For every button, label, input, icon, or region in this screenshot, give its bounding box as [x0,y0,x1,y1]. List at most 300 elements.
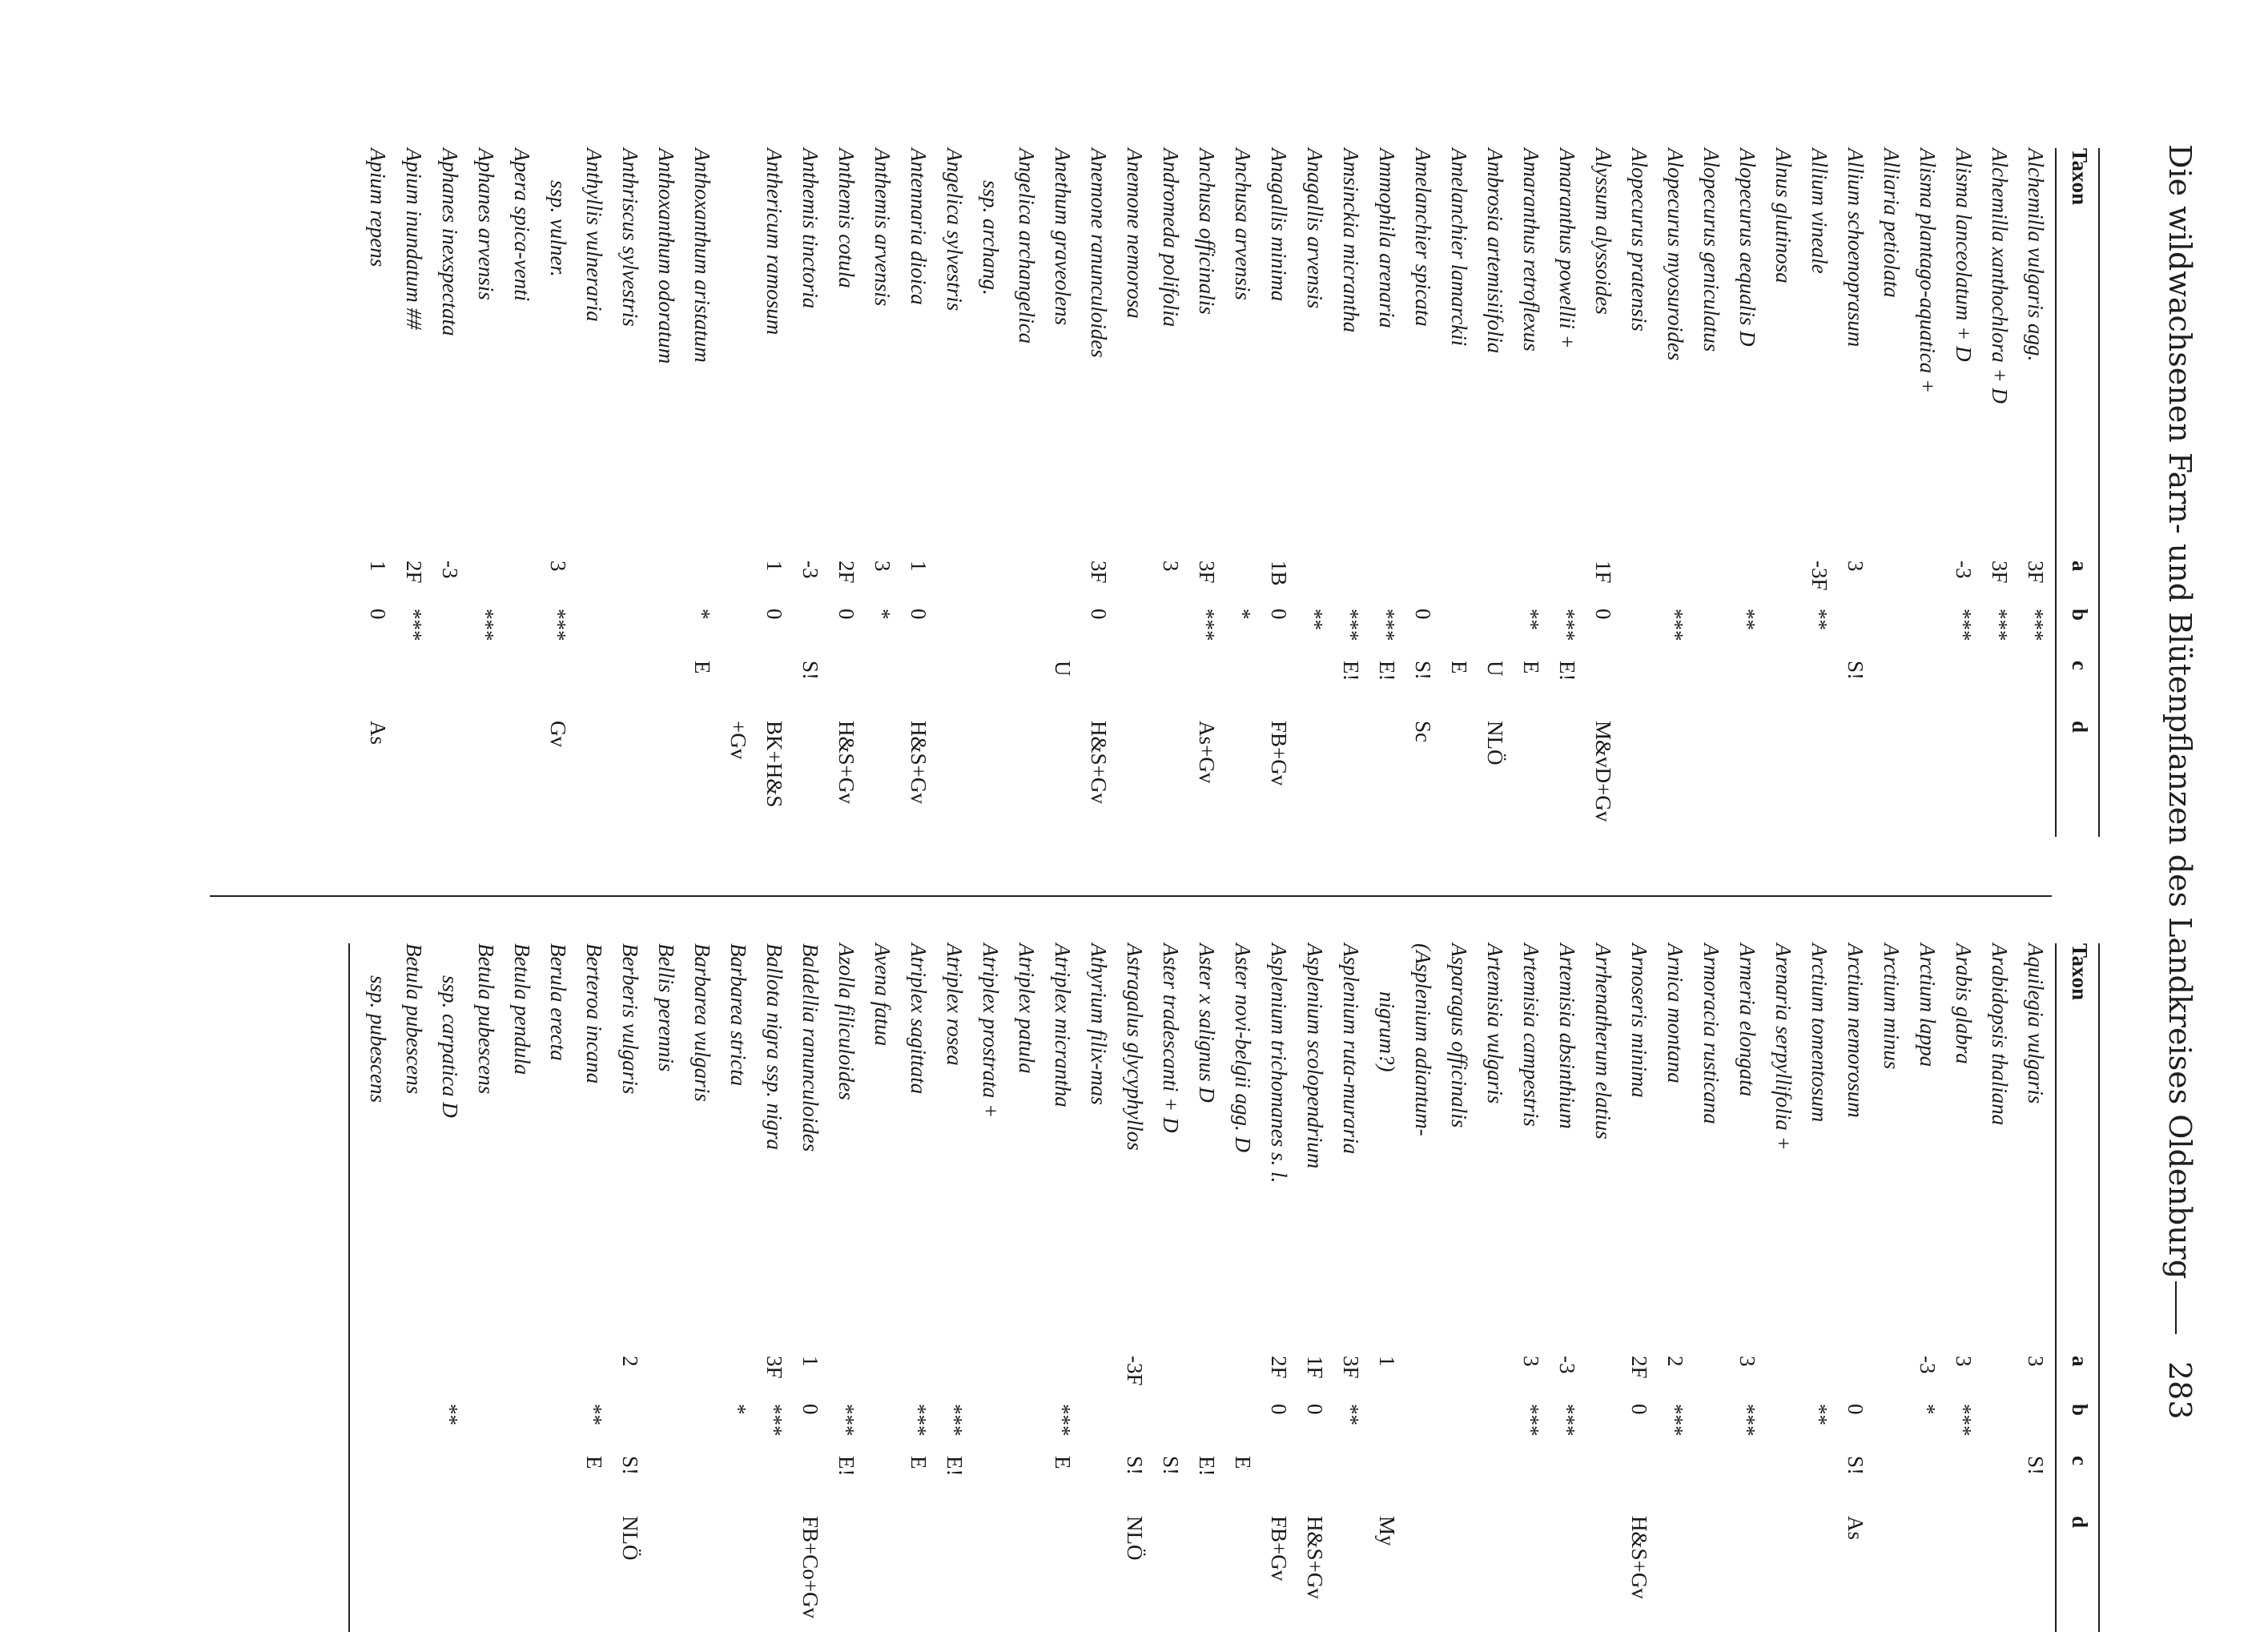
table-row [1762,148,1798,837]
table-row [1618,943,1654,1632]
table-row [933,943,969,1632]
table-row [681,943,717,1632]
b-cell: *** [943,1404,967,1437]
table-row [1546,943,1582,1632]
c-cell: U [1051,661,1075,677]
table-row [897,943,933,1632]
table-row [1113,148,1149,837]
table-row [392,148,428,837]
a-cell: 3 [1844,561,1868,572]
taxon-cell: Asplenium trichomanes s. l. [1267,943,1291,1184]
table-row [789,148,825,837]
taxon-cell: Apera spica-venti [510,148,534,302]
header-b: b [2068,1404,2092,1417]
b-cell: 0 [1267,1404,1291,1415]
table-row [1906,943,1942,1632]
table-row [2014,148,2050,837]
table-row [464,943,501,1632]
a-cell: 2F [1627,1356,1651,1379]
taxon-cell: Aster x salignus D [1195,943,1219,1103]
b-cell: *** [762,1404,786,1437]
taxon-cell: Bellis perennis [654,943,678,1072]
b-cell: 0 [834,609,859,620]
b-cell: *** [1663,609,1687,641]
taxon-cell: Allium schoenoprasum [1844,148,1868,348]
b-cell: *** [1051,1404,1075,1437]
table-row [1329,943,1365,1632]
b-cell: *** [2024,609,2048,641]
table-row [1870,943,1906,1632]
b-cell: * [871,609,895,620]
taxon-cell: Armoracia rusticana [1699,943,1723,1124]
taxon-cell: Anchusa arvensis [1231,148,1255,300]
taxon-cell: Alyssum alyssoides [1591,148,1615,315]
table-row [1726,148,1762,837]
c-cell: E [907,1456,931,1469]
table-row [1546,148,1582,837]
table-row [1005,148,1041,837]
a-cell: 3F [1195,561,1219,584]
table-row [1041,943,1077,1632]
taxon-cell: Aphanes arvensis [474,148,498,300]
d-cell: FB+Gv [1267,721,1291,786]
c-cell: S! [1844,661,1868,681]
taxon-cell: Astragalus glycyphyllos [1123,943,1147,1151]
b-cell: *** [1555,1404,1579,1437]
d-cell: Sc [1411,721,1435,742]
c-cell: S! [1159,1456,1183,1476]
table-row [1401,148,1438,837]
b-cell: *** [1952,1404,1976,1437]
b-cell: *** [1988,609,2012,641]
table-row [753,943,789,1632]
b-cell: *** [1375,609,1399,641]
taxon-cell: Alopecurus pratensis [1627,148,1651,332]
table-row [501,148,537,837]
taxon-cell: Amaranthus retroflexus [1519,148,1543,352]
a-cell: -3 [438,561,462,579]
header-taxon: Taxon [2068,148,2092,206]
header-a: a [2068,1356,2092,1367]
table-row [1834,943,1870,1632]
table-row [356,148,392,837]
table-row [609,148,645,837]
a-cell: 2 [618,1356,642,1367]
c-cell: S! [1123,1456,1147,1476]
table-row [1834,148,1870,837]
taxon-cell: ssp. vulner. [546,180,570,277]
table-row [1077,943,1113,1632]
taxon-cell: Alchemilla xanthochlora + D [1988,148,2012,404]
taxon-cell: Arabidopsis thaliana [1988,943,2012,1126]
c-cell: S! [798,661,822,681]
taxon-cell: Asplenium scolopendrium [1303,943,1327,1169]
c-cell: S! [618,1456,642,1476]
table-row [1113,943,1149,1632]
a-cell: -3 [1916,1356,1940,1374]
table-row [1942,943,1978,1632]
a-cell: 2F [402,561,426,584]
taxon-cell: Amelanchier spicata [1411,148,1435,327]
table-row [1438,943,1474,1632]
table-row [933,148,969,837]
a-cell: 3 [1735,1356,1759,1367]
b-cell: * [1916,1404,1940,1415]
c-cell: E [1231,1456,1255,1469]
d-cell: NLÖ [1483,721,1507,766]
taxon-cell: Atriplex prostrata + [979,943,1003,1119]
table-row [1690,943,1726,1632]
table-row [681,148,717,837]
b-cell: ** [1808,609,1832,630]
table-row [356,943,392,1632]
taxon-cell: Armeria elongata [1735,943,1759,1097]
taxon-cell: Asparagus officinalis [1447,943,1471,1128]
b-cell: 0 [1591,609,1615,620]
taxon-cell: nigrum?) [1375,991,1399,1072]
taxon-cell: Apium inundatum ## [402,148,426,330]
table-row [1978,943,2014,1632]
b-cell: ** [582,1404,606,1425]
d-cell: H&S+Gv [1303,1516,1327,1599]
taxon-cell: Athyrium filix-mas [1087,943,1111,1105]
taxon-cell: Anchusa officinalis [1195,148,1219,315]
table-header [2055,943,2100,1632]
header-taxon: Taxon [2068,943,2092,1001]
taxon-cell: Alopecurus myosuroides [1663,148,1687,361]
taxon-cell: Angelica archangelica [1015,148,1039,344]
a-cell: 3 [546,561,570,572]
b-cell: 0 [1627,1404,1651,1415]
c-cell: E! [1555,661,1579,681]
b-cell: 0 [1267,609,1291,620]
a-cell: 3 [871,561,895,572]
taxon-cell: Atriplex sagittata [907,943,931,1095]
taxon-cell: Anthoxanthum odoratum [654,148,678,364]
header-a: a [2068,561,2092,572]
table-body [356,943,2050,1632]
taxon-cell: Antennaria dioica [907,148,931,305]
taxon-cell: Alnus glutinosa [1771,148,1796,283]
c-cell: S! [2024,1456,2048,1476]
c-cell: S! [1844,1456,1868,1476]
d-cell: +Gv [726,721,750,760]
taxon-cell: Anthoxanthum aristatum [690,148,714,363]
table-row [1726,943,1762,1632]
taxon-cell: Ambrosia artemisiifolia [1483,148,1507,354]
header-d: d [2068,1516,2092,1529]
table-row [717,943,753,1632]
page-number: 283 [2162,1361,2198,1420]
a-cell: 1F [1591,561,1615,584]
taxon-cell: Avena fatua [871,943,895,1047]
d-cell: FB+Co+Gv [798,1516,822,1618]
table-row [537,148,573,837]
taxon-cell: Atriplex micrantha [1051,943,1075,1107]
table-row [969,148,1005,837]
b-cell: *** [1555,609,1579,641]
a-cell: 2F [834,561,859,584]
taxon-cell: Berula erecta [546,943,570,1061]
table-row [1618,148,1654,837]
taxon-cell: Arctium minus [1880,943,1904,1070]
a-cell: 3 [1159,561,1183,572]
taxon-cell: Arctium tomentosum [1808,943,1832,1123]
c-cell: E [1447,661,1471,674]
taxon-cell: Amelanchier lamarckii [1447,148,1471,347]
table-row [1870,148,1906,837]
a-cell: 3 [2024,1356,2048,1367]
table-row [1762,943,1798,1632]
header-c: c [2068,1456,2092,1465]
running-title: Die wildwachsenen Farn- und Blütenpflanzen des Landkreises Oldenburg [2162,144,2198,1280]
b-cell: ** [1808,1404,1832,1425]
b-cell: *** [1952,609,1976,641]
taxon-cell: Berberis vulgaris [618,943,642,1095]
table-row [861,943,897,1632]
taxon-cell: ssp. carpatica D [438,975,462,1118]
d-cell: M&vD+Gv [1591,721,1615,822]
left-species-table [356,148,2100,837]
c-cell: E! [943,1456,967,1477]
taxon-cell: Anemone nemorosa [1123,148,1147,319]
a-cell: 3 [1952,1356,1976,1367]
table-row [1257,943,1293,1632]
b-cell: *** [1735,1404,1759,1437]
taxon-cell: Betula pendula [510,943,534,1075]
table-row [1365,148,1401,837]
table-row [825,148,861,837]
header-c: c [2068,661,2092,670]
a-cell: 2 [1663,1356,1687,1367]
d-cell: BK+H&S [762,721,786,808]
table-row [645,943,681,1632]
taxon-cell: Alisma plantago-aquatica + [1916,148,1940,394]
taxon-cell: Alchemilla vulgaris agg. [2024,148,2048,362]
b-cell: 0 [1303,1404,1327,1415]
d-cell: My [1375,1516,1399,1546]
a-cell: 1 [366,561,390,572]
taxon-cell: Anthemis cotula [834,148,859,288]
taxon-cell: Azolla filiculoides [834,943,859,1100]
a-cell: 1B [1267,561,1291,586]
taxon-cell: Artemisia absinthium [1555,943,1579,1129]
table-row [1185,148,1221,837]
b-cell: *** [402,609,426,641]
b-cell: * [690,609,714,620]
a-cell: 1 [907,561,931,572]
table-row [1798,148,1834,837]
taxon-cell: Amsinckia micrantha [1339,148,1363,333]
header-d: d [2068,721,2092,734]
table-row [609,943,645,1632]
taxon-cell: Anthericum ramosum [762,148,786,336]
table-row [1474,943,1510,1632]
table-row [1041,148,1077,837]
c-cell: E! [1195,1456,1219,1477]
b-cell: *** [546,609,570,641]
a-cell: -3F [1123,1356,1147,1386]
table-row [1690,148,1726,837]
taxon-cell: Ballota nigra ssp. nigra [762,943,786,1151]
taxon-cell: Barbarea stricta [726,943,750,1087]
taxon-cell: ssp. pubescens [366,975,390,1103]
taxon-cell: Allium vineale [1808,148,1832,274]
header-b: b [2068,609,2092,621]
table-row [861,148,897,837]
a-cell: 3F [1339,1356,1363,1379]
table-row [1149,148,1185,837]
table-row [428,943,464,1632]
b-cell: *** [834,1404,859,1437]
title-dash [2175,1281,2177,1334]
taxon-cell: Alopecurus geniculatus [1699,148,1723,352]
taxon-cell: Artemisia campestris [1519,943,1543,1127]
d-cell: H&S+Gv [907,721,931,804]
c-cell: E [1051,1456,1075,1469]
table-row [825,943,861,1632]
a-cell: 3F [2024,561,2048,584]
taxon-cell: Anthriscus sylvestris [618,148,642,327]
taxon-cell: Berteroa incana [582,943,606,1084]
table-row [1510,148,1546,837]
table-row [1654,943,1690,1632]
b-cell: ** [1303,609,1327,630]
table-row [1185,943,1221,1632]
table-row [501,943,537,1632]
taxon-cell: Asplenium ruta-muraria [1339,943,1363,1155]
b-cell: *** [907,1404,931,1437]
taxon-cell: Arctium lappa [1916,943,1940,1067]
table-row [1293,943,1329,1632]
table-row [464,148,501,837]
table-row [573,148,609,837]
table-row [645,148,681,837]
taxon-cell: Ammophila arenaria [1375,148,1399,328]
b-cell: 0 [798,1404,822,1415]
table-row [1510,943,1546,1632]
table-row [2014,943,2050,1632]
table-row [1365,943,1401,1632]
table-row [1293,148,1329,837]
taxon-cell: Betula pubescens [402,943,426,1095]
taxon-cell: Artemisia vulgaris [1483,943,1507,1104]
taxon-cell: Aster novi-belgii agg. D [1231,943,1255,1152]
table-body [356,148,2050,837]
taxon-cell: Baldellia ranunculoides [798,943,822,1152]
taxon-cell: Anthemis tinctoria [798,148,822,309]
table-row [1978,148,2014,837]
table-row [969,943,1005,1632]
table-row [428,148,464,837]
column-divider [210,895,2052,897]
d-cell: H&S+Gv [1087,721,1111,804]
d-cell: As [1844,1516,1868,1541]
a-cell: 3F [762,1356,786,1379]
c-cell: E! [834,1456,859,1477]
b-cell: ** [1519,609,1543,630]
b-cell: *** [474,609,498,641]
table-row [1798,943,1834,1632]
table-row [1942,148,1978,837]
d-cell: Gv [546,721,570,747]
table-row [1582,943,1618,1632]
table-row [1906,148,1942,837]
taxon-cell: (Asplenium adiantum- [1411,943,1435,1136]
taxon-cell: Atriplex patula [1015,943,1039,1074]
table-row [717,148,753,837]
taxon-cell: Arnoseris minima [1627,943,1651,1098]
taxon-cell: Anemone ranunculoides [1087,148,1111,358]
taxon-cell: Alopecurus aequalis D [1735,148,1759,347]
taxon-cell: Anthyllis vulneraria [582,148,606,322]
b-cell: 0 [762,609,786,620]
a-cell: 1 [798,1356,822,1367]
d-cell: NLÖ [1123,1516,1147,1561]
b-cell: 0 [1411,609,1435,620]
c-cell: U [1483,661,1507,677]
taxon-cell: ssp. archang. [979,180,1003,295]
d-cell: As+Gv [1195,721,1219,784]
c-cell: E [1519,661,1543,674]
taxon-cell: Anthemis arvensis [871,148,895,307]
table-row [1005,943,1041,1632]
taxon-cell: Aquilegia vulgaris [2024,943,2048,1104]
taxon-cell: Aphanes inexspectata [438,148,462,336]
taxon-cell: Arrhenatherum elatius [1591,943,1615,1140]
table-row [1221,148,1257,837]
b-cell: * [726,1404,750,1415]
table-row [897,148,933,837]
c-cell: E! [1375,661,1399,681]
taxon-cell: Anethum graveolens [1051,148,1075,326]
b-cell: *** [1519,1404,1543,1437]
c-cell: E! [1339,661,1363,681]
d-cell: NLÖ [618,1516,642,1561]
a-cell: 3 [1519,1356,1543,1367]
table-row [1654,148,1690,837]
table-row [573,943,609,1632]
a-cell: -3 [798,561,822,579]
b-cell: 0 [1844,1404,1868,1415]
a-cell: -3F [1808,561,1832,591]
taxon-cell: Barbarea vulgaris [690,943,714,1102]
taxon-cell: Anagallis minima [1267,148,1291,302]
table-row [1257,148,1293,837]
a-cell: 1 [1375,1356,1399,1367]
b-cell: ** [1339,1404,1363,1425]
taxon-cell: Arnica montana [1663,943,1687,1083]
table-row [1438,148,1474,837]
taxon-cell: Arabis glabra [1952,943,1976,1064]
b-cell: ** [1735,609,1759,630]
b-cell: 0 [366,609,390,620]
a-cell: 3F [1988,561,2012,584]
a-cell: 1F [1303,1356,1327,1379]
table-row [1149,943,1185,1632]
table-row [753,148,789,837]
a-cell: -3 [1952,561,1976,579]
c-cell: E [690,661,714,674]
b-cell: 0 [907,609,931,620]
a-cell: 2F [1267,1356,1291,1379]
d-cell: H&S+Gv [1627,1516,1651,1599]
table-row [537,943,573,1632]
taxon-cell: Atriplex rosea [943,943,967,1066]
taxon-cell: Aster tradescanti + D [1159,943,1183,1133]
table-bottom-rule [348,943,350,1632]
right-species-table [348,943,2100,1632]
